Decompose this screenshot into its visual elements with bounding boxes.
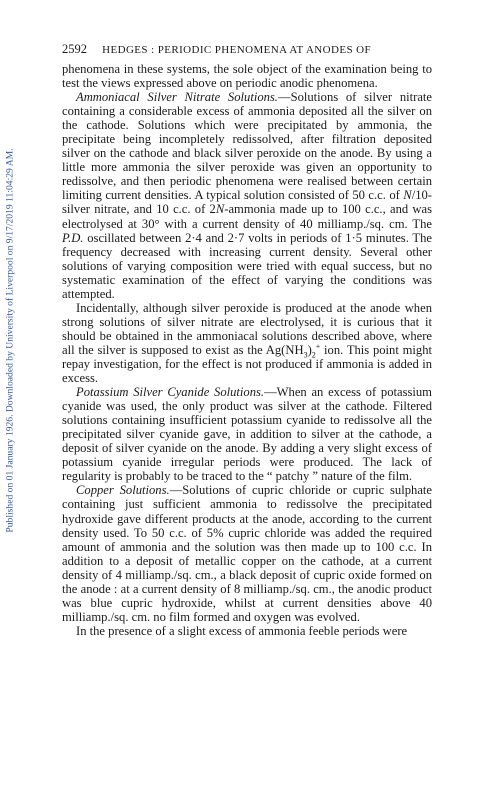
paragraph-silver-nitrate <box>62 90 432 301</box>
paragraph-text: ion. This point might repay investigation, for the effect is not produced if ammonia is added in excess. <box>62 342 432 386</box>
paragraph-text: -ammonia made up to 100 c.c., and was electrolysed at 30° with a current density of 40 milliamp./sq. cm. The <box>62 202 432 231</box>
normality-symbol: N <box>215 202 225 217</box>
paragraph-text: —When an excess of potassium cyanide was used, the only product was silver at the cathode. Filtered solutions containing insufficient potassium cyanide to redissolve all the precipitated silver cyanide gave, in addition to silver at the cathode, a deposit of silver cyanide on the anode. By adding a very slight excess of potassium cyanide irregular periods were produced. The lack of regularity is probably to be traced to the “ patchy ” nature of the film. <box>62 385 432 484</box>
paragraph-text: /10-silver nitrate, and 10 c.c. of 2 <box>62 188 432 217</box>
section-heading-copper: Copper Solutions. <box>76 483 170 498</box>
running-title: HEDGES : PERIODIC PHENOMENA AT ANODES OF <box>102 44 371 56</box>
paragraph-copper <box>62 483 432 623</box>
normality-symbol: N <box>403 188 412 203</box>
paragraph-intro: phenomena in these systems, the sole object of the examination being to test the views expressed above on periodic anodic phenomena. <box>62 62 432 91</box>
subscript: 3 <box>303 350 308 360</box>
paragraph-text: —Solutions of cupric chloride or cupric sulphate containing just sufficient ammonia to redissolve the precipitated hydroxide gave different products at the anode, according to the current density used. To 50 c.c. of 5% cupric chloride was added the required amount of ammonia and the solution was then made up to 100 c.c. In addition to a deposit of metallic copper on the cathode, at a current density of 4 milliamp./sq. cm., a black deposit of cupric oxide formed on the anode : at a current density of 8 milliamp./sq. cm., the anodic product was blue cupric hydroxide, whilst at current densities above 40 milliamp./sq. cm. no film formed and oxygen was evolved. <box>62 483 432 624</box>
potential-difference-abbr: P.D. <box>62 230 84 245</box>
section-heading-silver-nitrate: Ammoniacal Silver Nitrate Solutions. <box>76 90 278 105</box>
paragraph-silver-cyanide <box>62 385 432 483</box>
paragraph-text: —Solutions of silver nitrate containing a considerable excess of ammonia deposited all the silver on the cathode. Solutions which were precipitated by ammonia, the precipitate being incompletely redissolved, after filtration deposited silver on the cathode and black silver peroxide on the anode. By using a little more ammonia the silver peroxide was given an opportunity to redissolve, and then periodic phenomena were realised between certain limiting current densities. A typical solution consisted of 50 c.c. of <box>62 90 432 203</box>
paragraph-text: Incidentally, although silver peroxide is produced at the anode when strong solutions of silver nitrate are electrolysed, it is curious that it should be obtained in the ammoniacal solutions described above, where all the silver is supposed to exist as the Ag(NH <box>62 300 432 357</box>
page-header <box>62 42 432 57</box>
paragraph-text: ) <box>307 342 312 357</box>
superscript: + <box>315 341 321 351</box>
article-body <box>62 62 432 638</box>
paragraph-peroxide <box>62 301 432 385</box>
paragraph-text: oscillated between 2·4 and 2·7 volts in periods of 1·5 minutes. The frequency decreased with increasing current density. Several other solutions of varying composition were tried with equal success, but no systematic examination of the effect of varying the conditions was attempted. <box>62 230 432 301</box>
paragraph-ammonia-excess: In the presence of a slight excess of ammonia feeble periods were <box>76 623 408 638</box>
page-number: 2592 <box>62 42 87 56</box>
publication-watermark <box>4 60 16 620</box>
section-heading-silver-cyanide: Potassium Silver Cyanide Solutions. <box>76 385 265 400</box>
watermark-text: Published on 01 January 1926. Downloaded by University of Liverpool on 9/17/2019 11:04:29 AM. <box>4 147 16 533</box>
subscript: 2 <box>311 350 316 360</box>
